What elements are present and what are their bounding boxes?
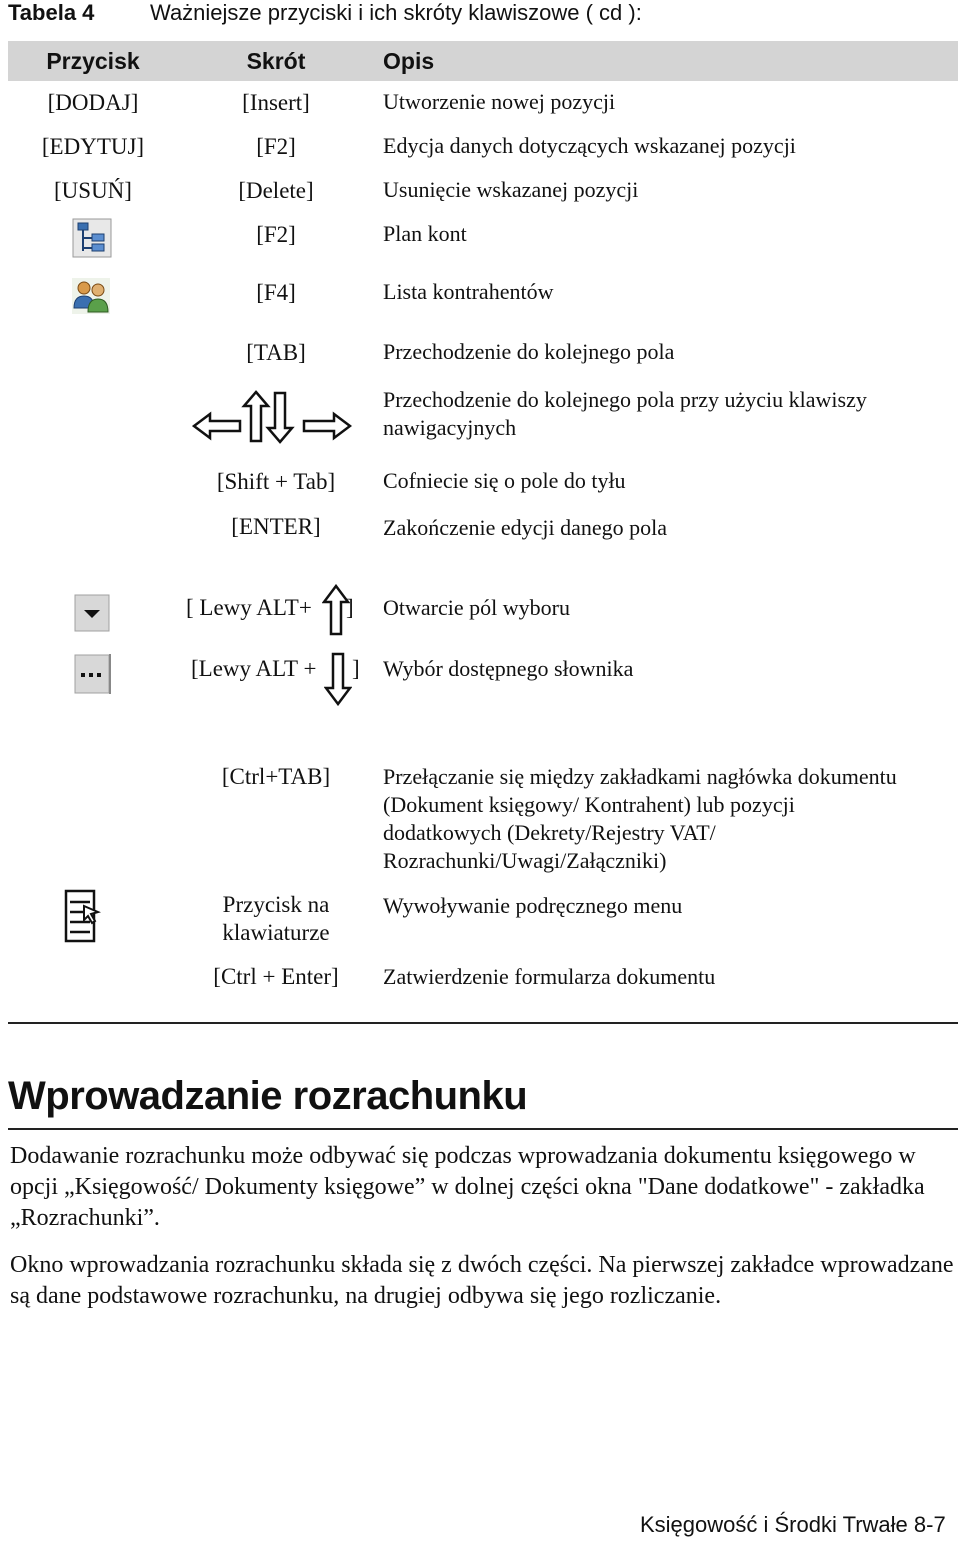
shortcut-label: [Ctrl+TAB]: [221, 764, 331, 789]
shortcut-label: [TAB]: [246, 340, 306, 365]
column-header-button: Przycisk: [46, 48, 140, 74]
shortcut-label: [Ctrl + Enter]: [213, 964, 339, 989]
contractors-list-icon: [72, 278, 110, 319]
column-header-description: Opis: [383, 48, 435, 74]
shortcut-label: [Lewy ALT +: [191, 656, 317, 681]
description: Lista kontrahentów: [383, 279, 554, 304]
table-caption-title: Ważniejsze przyciski i ich skróty klawiszowe ( cd ):: [150, 0, 642, 25]
shortcut-label: [ENTER]: [231, 514, 321, 539]
section-title-rule: [8, 1128, 958, 1130]
shortcut-label: [Insert]: [242, 90, 310, 115]
description: Cofniecie się o pole do tyłu: [383, 468, 626, 493]
context-menu-key-icon: [62, 888, 102, 949]
table-caption-number: Tabela 4: [8, 0, 95, 25]
paragraph: Dodawanie rozrachunku może odbywać się podczas wprowadzania dokumentu księgowego w opcji „Księgowość/ Dokumenty księgowe” w dolnej części okna "Dane dodatkowe" - zakładka „Rozrachunki”.: [10, 1143, 925, 1231]
shortcut-label: [Shift + Tab]: [216, 469, 336, 494]
description: Zatwierdzenie formularza dokumentu: [383, 964, 716, 989]
arrow-down-icon: [324, 652, 352, 711]
shortcut-label: [Delete]: [238, 178, 314, 203]
page-footer: Księgowość i Środki Trwałe 8-7: [640, 1512, 946, 1537]
shortcut-label-close: ]: [346, 595, 354, 620]
shortcut-label: Przycisk na klawiaturze: [222, 892, 330, 945]
chart-of-accounts-icon: [72, 218, 112, 263]
ellipsis-button-icon: [74, 654, 112, 699]
table-bottom-rule: [8, 1022, 958, 1024]
description: Usunięcie wskazanej pozycji: [383, 177, 639, 202]
shortcut-label: [F2]: [256, 134, 296, 159]
description: Zakończenie edycji danego pola: [383, 515, 668, 540]
navigation-arrows-icon: [192, 390, 352, 449]
description: Otwarcie pól wyboru: [383, 595, 570, 620]
description: Przełączanie się między zakładkami nagłówka dokumentu (Dokument księgowy/ Kontrahent) lub pozycji dodatkowych (Dekrety/Rejestry VAT/ Rozrachunki/Uwagi/Załączniki): [383, 764, 897, 873]
button-label: [USUŃ]: [54, 178, 132, 203]
description: Utworzenie nowej pozycji: [383, 89, 616, 114]
section-title: Wprowadzanie rozrachunku: [8, 1074, 528, 1118]
dropdown-button-icon: [74, 594, 110, 637]
shortcut-label: [ Lewy ALT+: [186, 595, 312, 620]
shortcut-label: [F2]: [256, 222, 296, 247]
button-label: [EDYTUJ]: [41, 134, 145, 159]
button-label: [DODAJ]: [47, 90, 139, 115]
description: Plan kont: [383, 221, 467, 246]
shortcut-label: [F4]: [256, 280, 296, 305]
description: Przechodzenie do kolejnego pola: [383, 339, 675, 364]
description: Przechodzenie do kolejnego pola przy użyciu klawiszy nawigacyjnych: [383, 387, 867, 440]
description: Wybór dostępnego słownika: [383, 656, 634, 681]
shortcut-label-close: ]: [352, 656, 360, 681]
description: Wywoływanie podręcznego menu: [383, 893, 683, 918]
description: Edycja danych dotyczących wskazanej pozycji: [383, 133, 796, 158]
column-header-shortcut: Skrót: [246, 48, 306, 74]
paragraph: Okno wprowadzania rozrachunku składa się z dwóch części. Na pierwszej zakładce wprowadzane są dane podstawowe rozrachunku, na drugiej odbywa się jego rozliczanie.: [10, 1252, 954, 1309]
